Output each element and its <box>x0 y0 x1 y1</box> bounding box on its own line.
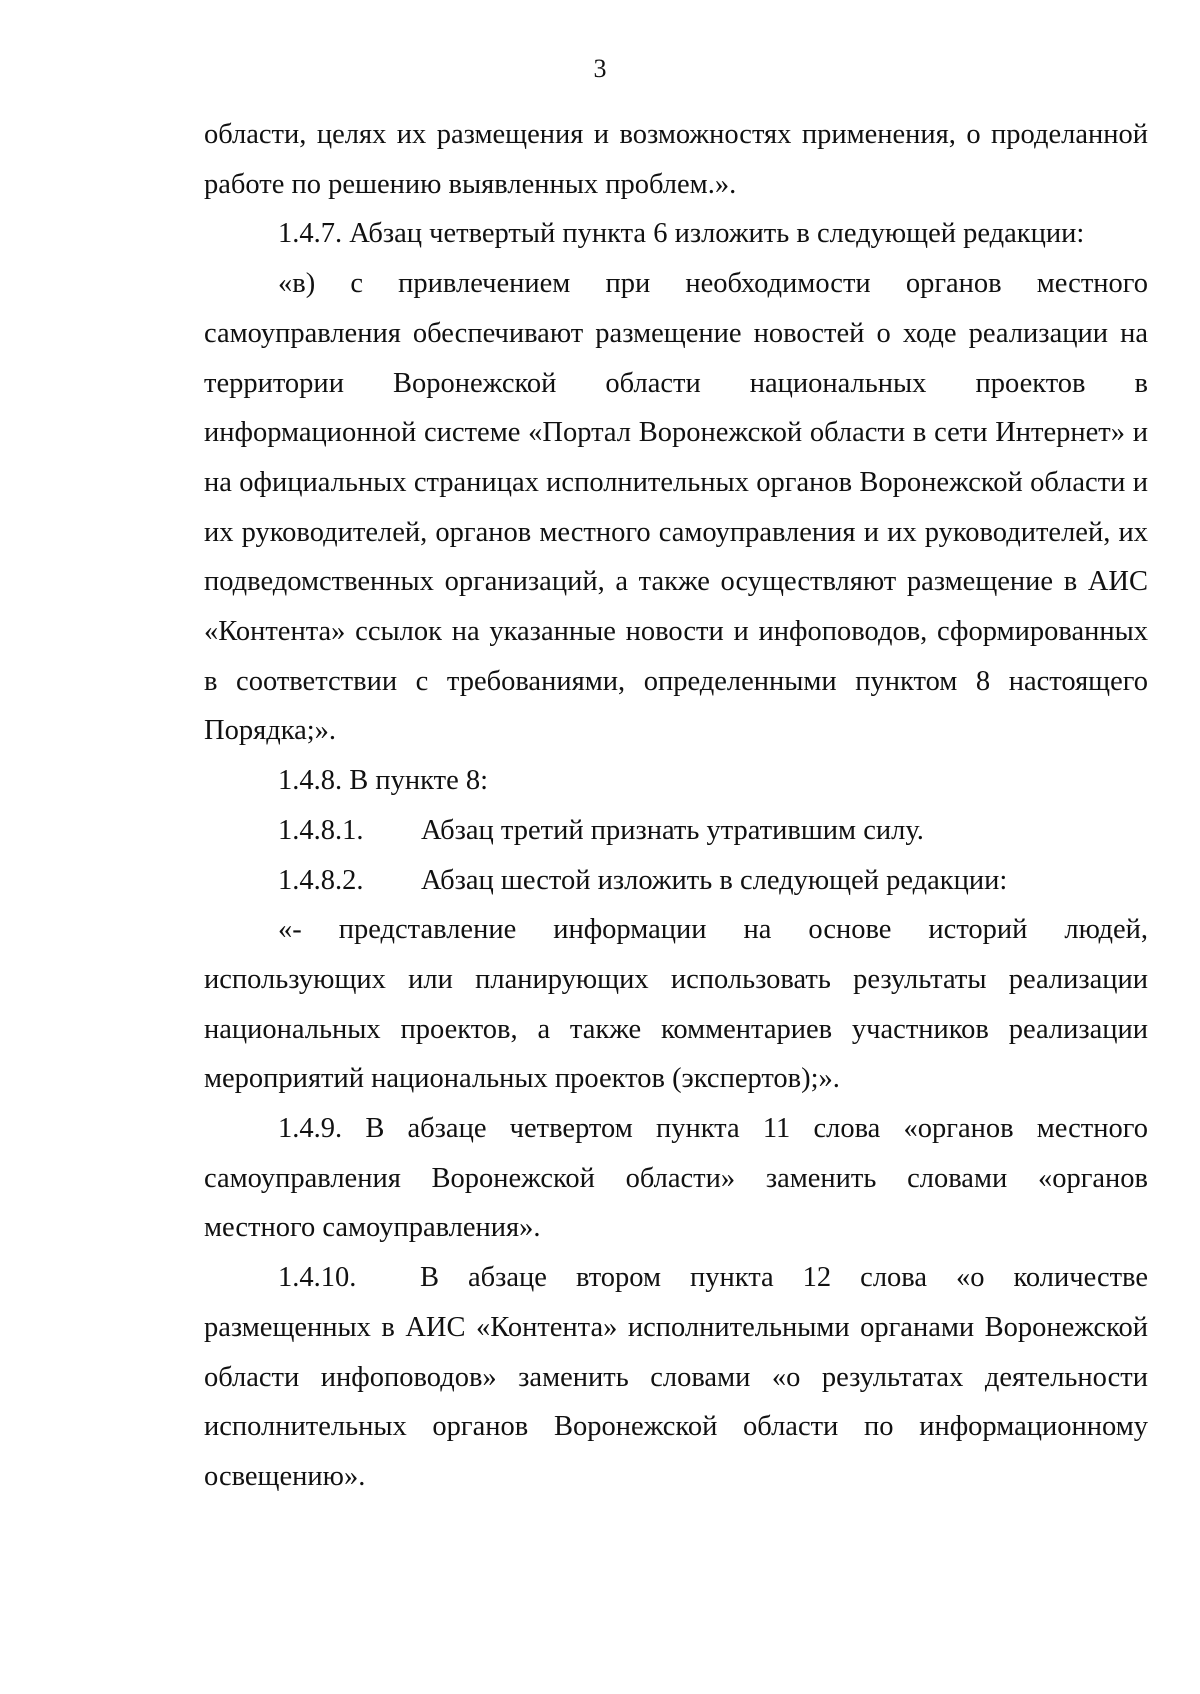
paragraph-1-4-10 <box>204 1253 1148 1502</box>
item-text: В абзаце втором пункта 12 слова «о количестве размещенных в АИС «Контента» исполнительными органами Воронежской области инфоповодов» заменить словами «о результатах деятельности исполнительных органов Воронежской области по информационному освещению». <box>204 1262 1148 1492</box>
paragraph-quote-v: «в) с привлечением при необходимости органов местного самоуправления обеспечивают размещение новостей о ходе реализации на территории Воронежской области национальных проектов в информационной системе «Портал Воронежской области в сети Интернет» и на официальных страницах исполнительных органов Воронежской области и их руководителей, органов местного самоуправления и их руководителей, их подведомственных организаций, а также осуществляют размещение в АИС «Контента» ссылок на указанные новости и инфоповодов, сформированных в соответствии с требованиями, определенными пунктом 8 настоящего Порядка;». <box>204 268 1148 747</box>
item-number: 1.4.10. <box>278 1262 357 1294</box>
paragraph-1-4-9: 1.4.9. В абзаце четвертом пункта 11 слова «органов местного самоуправления Воронежской области» заменить словами «органов местного самоуправления». <box>204 1113 1148 1244</box>
paragraph-1-4-8-1 <box>204 806 1148 856</box>
item-text: Абзац шестой изложить в следующей редакции: <box>421 864 1008 896</box>
paragraph-continuation: области, целях их размещения и возможностях применения, о проделанной работе по решению выявленных проблем.». <box>204 119 1148 200</box>
document-body <box>204 110 1148 1502</box>
item-number: 1.4.8.2. <box>278 864 364 896</box>
paragraph-quote-dash: «- представление информации на основе историй людей, использующих или планирующих использовать результаты реализации национальных проектов, а также комментариев участников реализации мероприятий национальных проектов (экспертов);». <box>204 914 1148 1095</box>
item-number: 1.4.8.1. <box>278 814 364 846</box>
paragraph-1-4-8: 1.4.8. В пункте 8: <box>278 765 489 797</box>
item-text: Абзац третий признать утратившим силу. <box>421 814 924 846</box>
paragraph-1-4-7: 1.4.7. Абзац четвертый пункта 6 изложить в следующей редакции: <box>278 218 1085 250</box>
paragraph-1-4-8-2 <box>204 856 1148 906</box>
page-number: 3 <box>593 54 607 83</box>
